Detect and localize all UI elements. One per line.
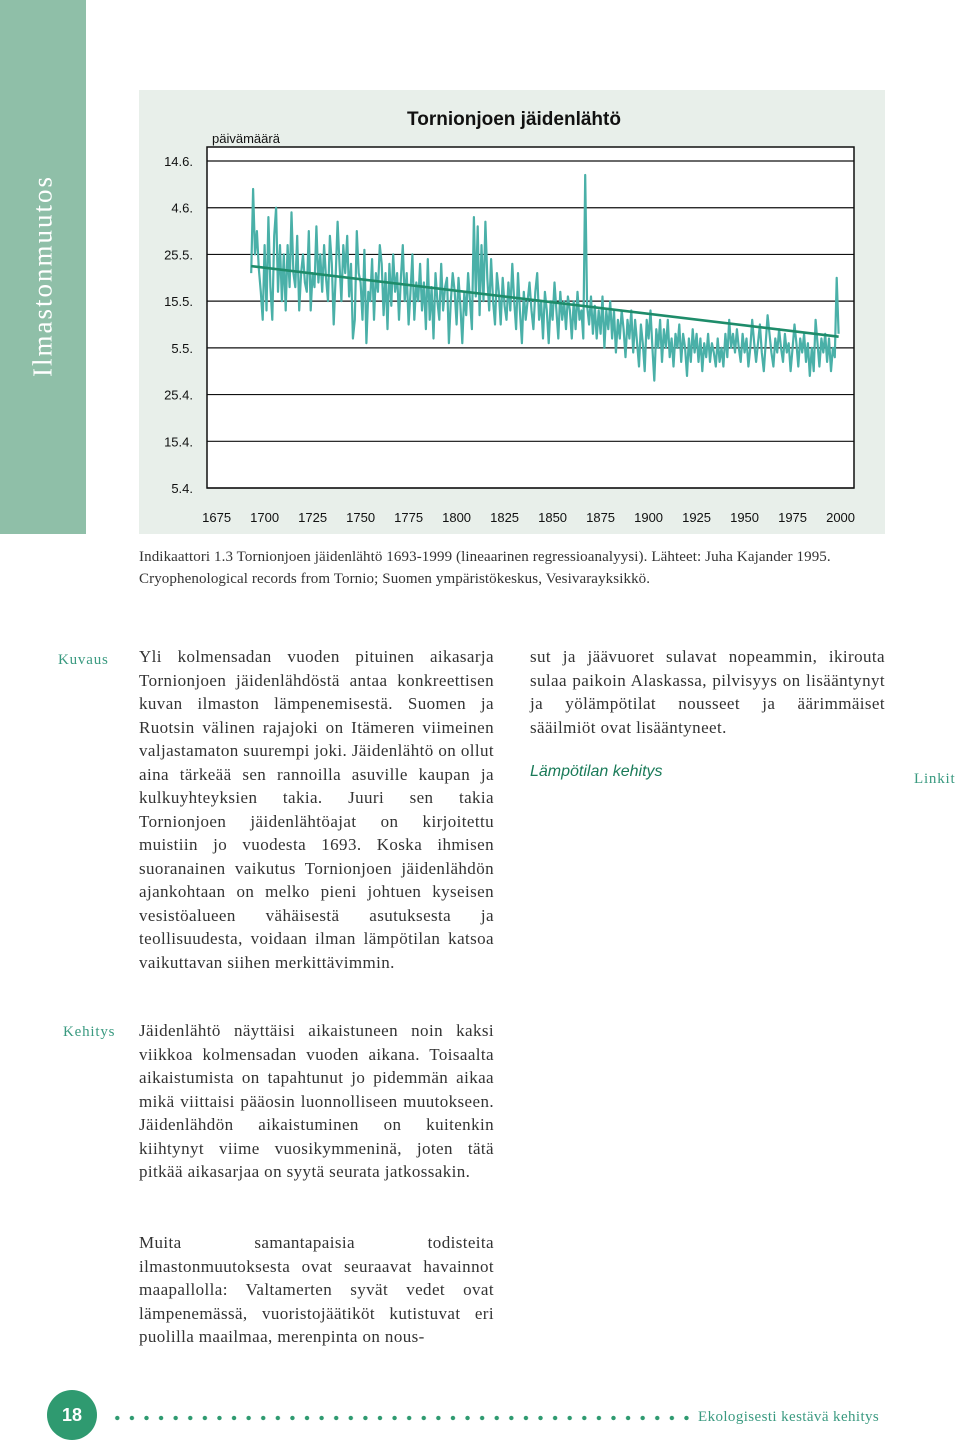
x-tick-label: 1925 (682, 510, 712, 525)
x-tick-label: 1875 (586, 510, 616, 525)
x-tick-label: 1800 (442, 510, 472, 525)
x-tick-label: 1750 (346, 510, 376, 525)
chart-ylabel: päivämäärä (212, 131, 280, 146)
muita-text: Muita samantapaisia todisteita ilmastonmuutoksesta ovat seuraavat havainnot maapallolla: Valtamerten syvät vedet ovat lämpenemässä, vuoristojäätiköt kutistuvat eri puolilla maailmaa, merenpinta on nous- (139, 1233, 494, 1346)
kuvaus-text: Yli kolmensadan vuoden pituinen aikasarja Tornionjoen jäidenlähdöstä antaa konkreettisen kuvan ilmaston lämpenemisestä. Suomen ja Ruotsin välinen rajajoki on Itämeren viimeinen valjastamaton suurempi joki. Jäidenlähtö on ollut aina tärkeää sen rannoilla asuville kaupan ja kulkuyhteyksien takia. Juuri sen takia Tornionjoen jäidenlähtöajat on kirjoitettu muistiin jo vuodesta 1693. Koska ihmisen suoranainen vaikutus Tornionjoen jäidenlähdön ajankohtaan on melko pieni johtuen kyseisen vesistöalueen vähäisestä asutuksesta ja teollisuudesta, voidaan ilman lämpötilan katsoa vaikuttavan siihen merkittävimmin. (139, 647, 494, 972)
side-band (0, 0, 86, 534)
y-tick-label: 4.6. (171, 200, 193, 216)
x-tick-label: 1975 (778, 510, 808, 525)
chart-svg (139, 90, 885, 534)
x-tick-label: 1900 (634, 510, 664, 525)
right-column-text: sut ja jäävuoret sulavat nopeammin, ikirouta sulaa paikoin Alaskassa, pilvisyys on lisääntynyt ja yölämpötilat nousseet ja äärimmäiset sääilmiöt ovat lisääntyneet. (530, 647, 885, 737)
y-tick-label: 5.5. (171, 340, 193, 356)
y-tick-label: 25.5. (164, 247, 193, 263)
x-tick-label: 1700 (250, 510, 280, 525)
chart-panel (139, 90, 885, 534)
sidebar-title: Ilmastonmuutos (27, 175, 58, 377)
x-tick-label: 1850 (538, 510, 568, 525)
y-tick-label: 14.6. (164, 154, 193, 170)
y-tick-label: 5.4. (171, 481, 193, 496)
x-tick-label: 1675 (202, 510, 232, 525)
x-tick-label: 2000 (826, 510, 856, 525)
plot-area (207, 147, 854, 488)
section-label-kehitys: Kehitys (63, 1024, 116, 1040)
x-tick-label: 1950 (730, 510, 760, 525)
x-tick-label: 1775 (394, 510, 424, 525)
x-tick-label: 1725 (298, 510, 328, 525)
y-tick-label: 25.4. (164, 387, 193, 403)
y-tick-label: 15.4. (164, 434, 193, 450)
x-tick-label: 1825 (490, 510, 520, 525)
footer-text: Ekologisesti kestävä kehitys (698, 1409, 880, 1425)
page-number-badge: 18 (47, 1390, 97, 1440)
section-label-linkit: Linkit (914, 771, 956, 787)
link-heading-lampotilan-kehitys[interactable]: Lämpötilan kehitys (530, 763, 663, 780)
kehitys-text: Jäidenlähtö näyttäisi aikaistuneen noin kaksi viikkoa kolmensadan vuoden aikana. Toisaalta aikaistumista on tapahtunut jo pidemmän aikaa mikä viittaisi pääosin luonnolliseen muutokseen. Jäidenlähdön aikaistuminen on kuitenkin kiihtynyt viime vuosikymmeninä, joten tätä pitkää aikasarjaa on syytä seurata jatkossakin. (139, 1021, 494, 1181)
y-tick-label: 15.5. (164, 294, 193, 310)
footer-dotted-rule (110, 1415, 692, 1421)
figure-caption: Indikaattori 1.3 Tornionjoen jäidenlähtö 1693-1999 (lineaarinen regressioanalyysi). Lähteet: Juha Kajander 1995. Cryophenological records from Tornio; Suomen ympäristökeskus, Vesivarayksikkö. (139, 549, 831, 587)
section-label-kuvaus: Kuvaus (58, 652, 109, 668)
chart-title: Tornionjoen jäidenlähtö (407, 109, 621, 130)
